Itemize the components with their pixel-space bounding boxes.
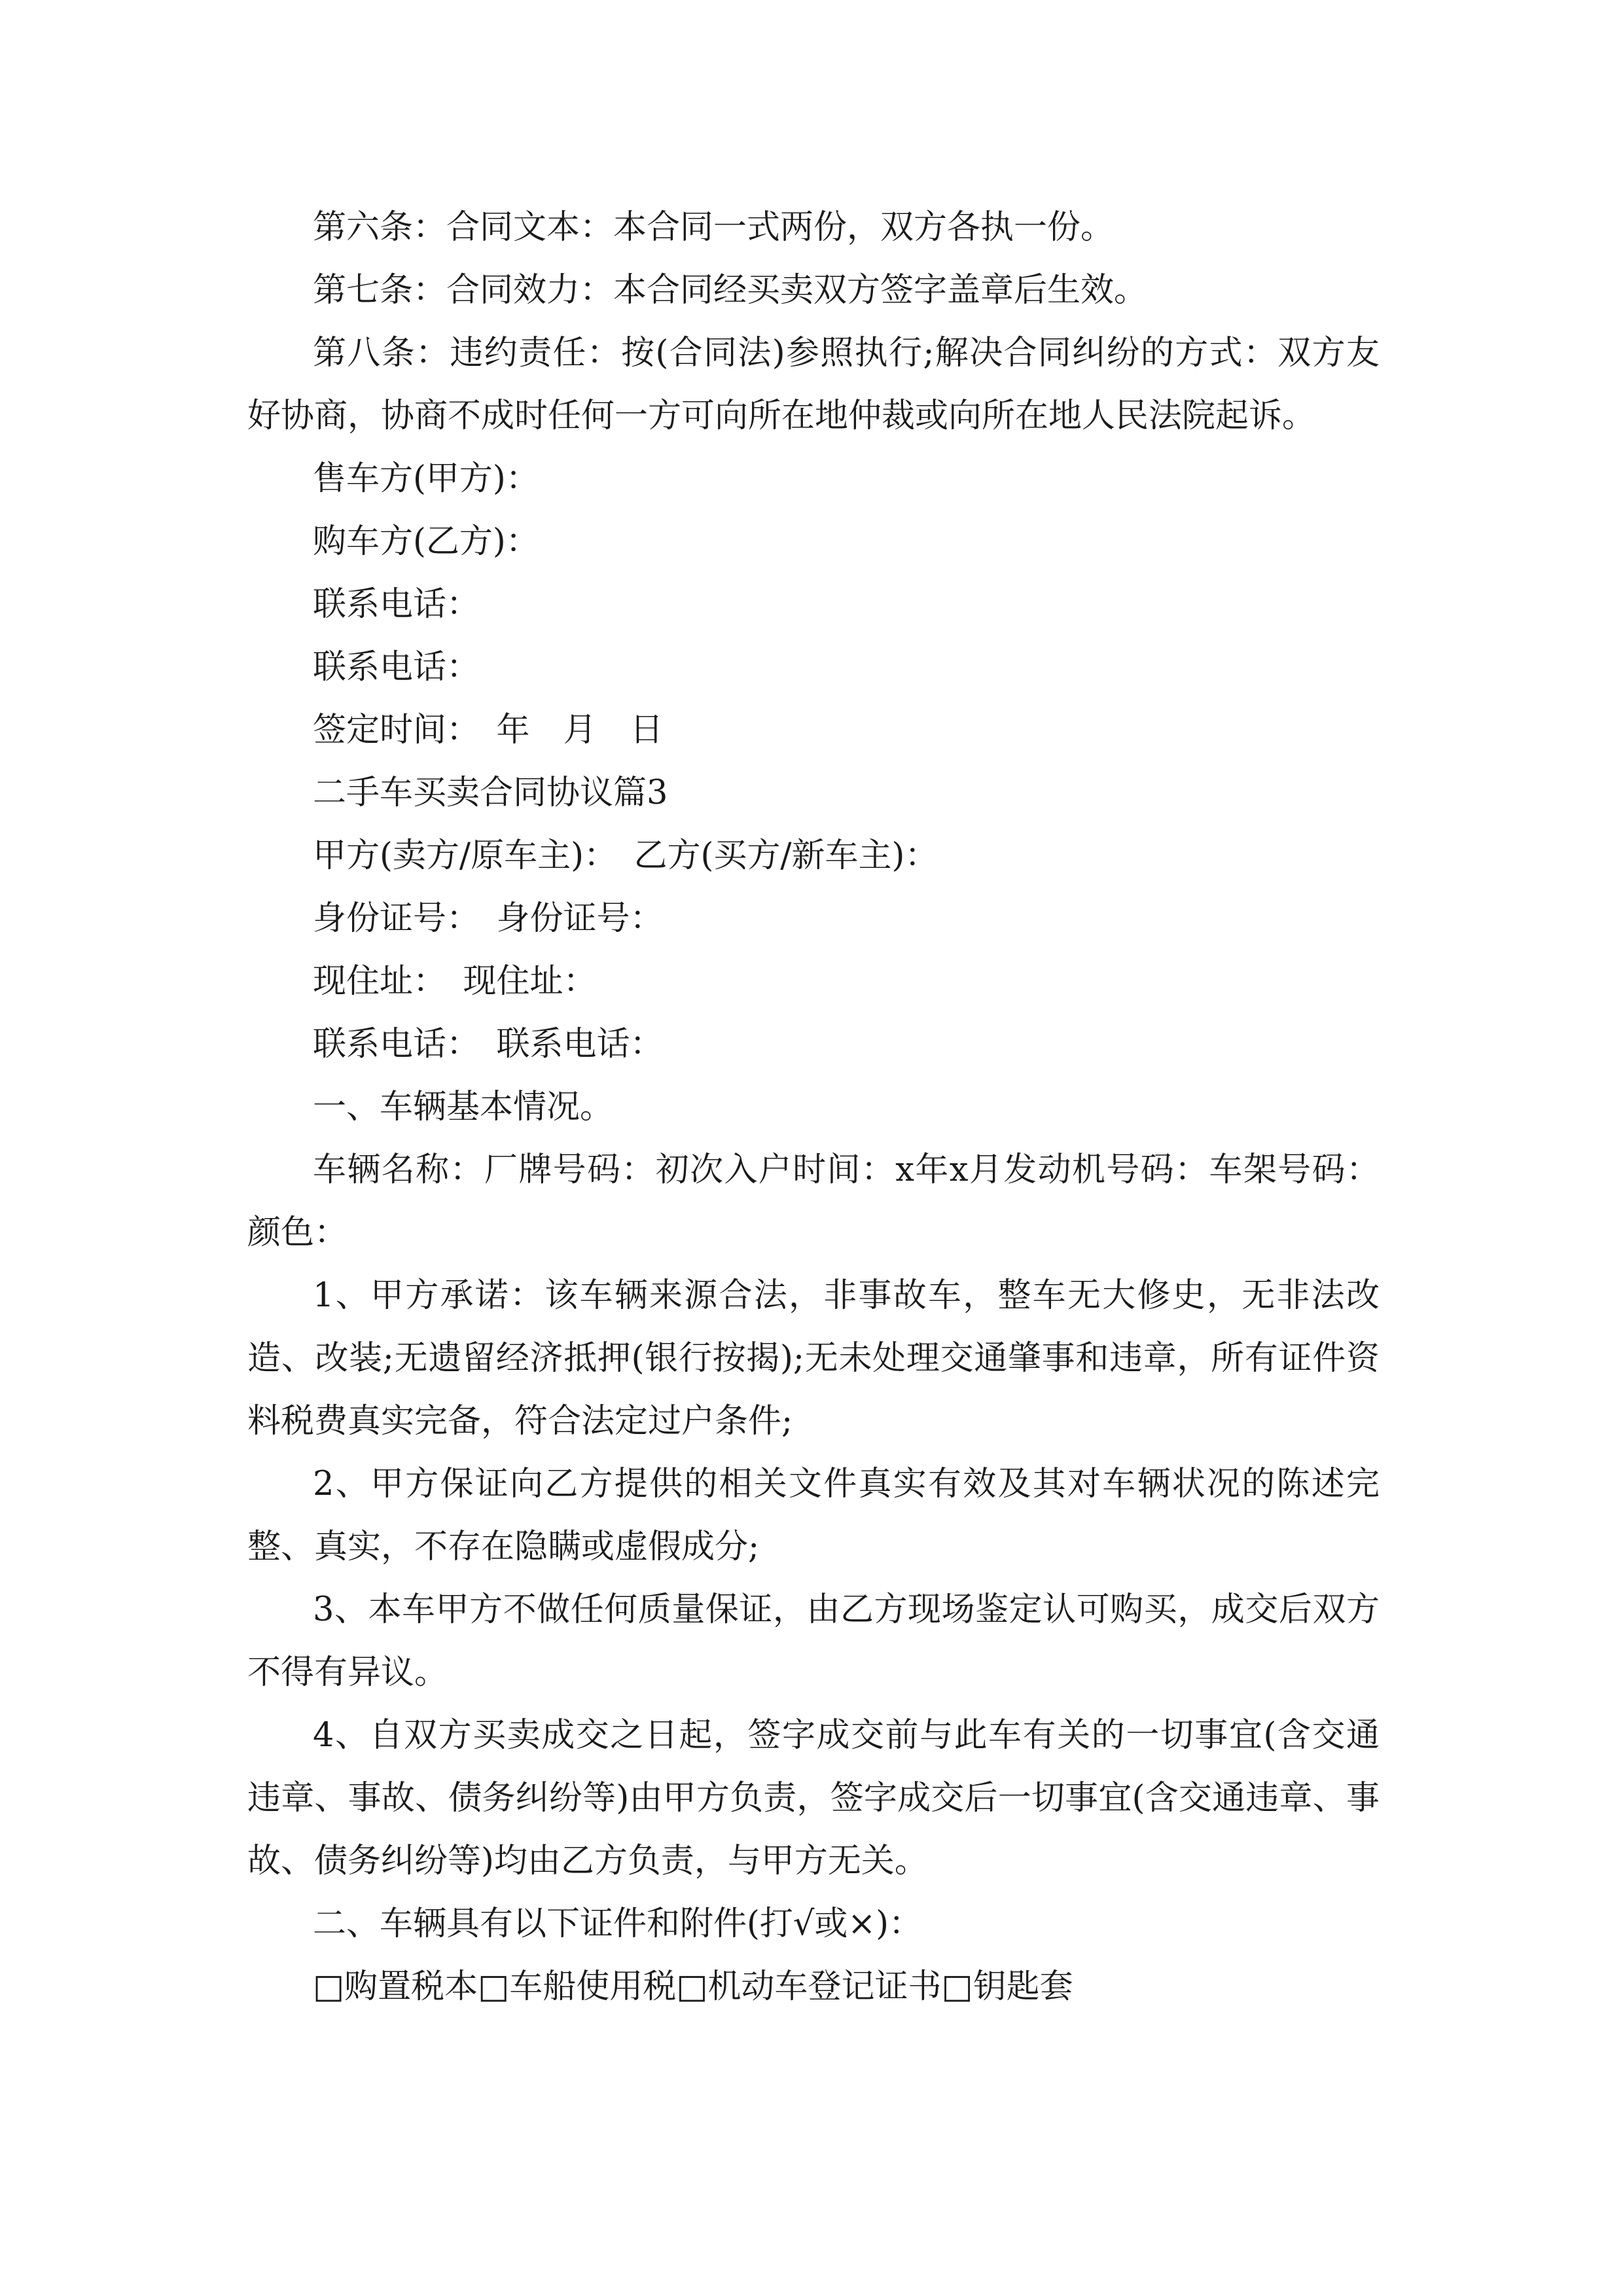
address-line: 现住址： 现住址： [313,962,597,1001]
article-7-paragraph: 第七条：合同效力：本合同经买卖双方签字盖章后生效。 [313,271,1148,310]
vehicle-basics-heading: 一、车辆基本情况。 [313,1088,614,1126]
buyer-signature-line: 购车方(乙方)： [313,522,539,561]
seller-signature-line: 售车方(甲方)： [313,459,539,498]
parties-line: 甲方(卖方/原车主)： 乙方(买方/新车主)： [313,836,938,875]
article-8-paragraph: 第八条：违约责任：按(合同法)参照执行;解决合同纠纷的方式：双方友好协商，协商不成时任何一方可向所在地仲裁或向所在地人民法院起诉。 [247,334,1380,435]
documents-heading: 二、车辆具有以下证件和附件(打√或×)： [313,1905,923,1943]
buyer-phone-line: 联系电话： [313,648,480,687]
clause-1-paragraph: 1、甲方承诺：该车辆来源合法，非事故车，整车无大修史，无非法改造、改装;无遗留经济抵押(银行按揭);无未处理交通肇事和违章，所有证件资料税费真实完备，符合法定过户条件; [247,1276,1380,1441]
clause-3-paragraph: 3、本车甲方不做任何质量保证，由乙方现场鉴定认可购买，成交后双方不得有异议。 [247,1590,1380,1692]
contact-phone-line: 联系电话： 联系电话： [313,1025,664,1064]
clause-4-paragraph: 4、自双方买卖成交之日起，签字成交前与此车有关的一切事宜(含交通违章、事故、债务纠纷等)由甲方负责，签字成交后一切事宜(含交通违章、事故、债务纠纷等)均由乙方负责，与甲方无关。 [247,1716,1380,1880]
vehicle-details-paragraph: 车辆名称：厂牌号码：初次入户时间：x年x月发动机号码：车架号码：颜色： [247,1151,1380,1252]
signing-date-line: 签定时间： 年 月 日 [313,711,664,749]
article-6-paragraph: 第六条：合同文本：本合同一式两份，双方各执一份。 [313,208,1115,247]
id-number-line: 身份证号： 身份证号： [313,899,664,938]
documents-checklist: □购置税本□车船使用税□机动车登记证书□钥匙套 [313,1967,1073,2006]
section-heading: 二手车买卖合同协议篇3 [313,774,668,812]
clause-2-paragraph: 2、甲方保证向乙方提供的相关文件真实有效及其对车辆状况的陈述完整、真实，不存在隐瞒或虚假成分; [247,1465,1380,1566]
document-body [247,196,1380,2018]
seller-phone-line: 联系电话： [313,585,480,624]
